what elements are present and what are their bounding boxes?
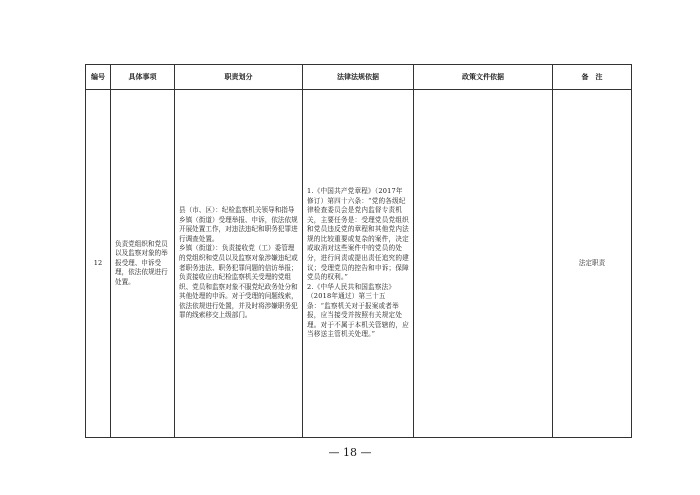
header-number: 编号 bbox=[86, 65, 111, 90]
cell-policy-basis bbox=[414, 90, 553, 438]
cell-law-basis bbox=[303, 90, 414, 438]
cell-duty bbox=[175, 90, 303, 438]
law-party-constitution: 1.《中国共产党章程》（2017年修订）第四十六条：“党的各级纪律检查委员会是党内监督专责机关，主要任务是：受理党员党组织和党员违反党的章程和其他党内法规的比较重要或复杂的案件，决定或取消对这些案件中的党员的处分，进行问责或提出责任追究的建议；受理党员的控告和申诉；保障党员的权利。” bbox=[307, 187, 409, 282]
header-law-basis: 法律法规依据 bbox=[303, 65, 414, 90]
table-header-row bbox=[86, 65, 632, 90]
responsibility-table bbox=[85, 64, 631, 438]
duty-township: 乡镇（街道）：负责接收党（工）委管理的党组织和党员以及监察对象涉嫌违纪或者职务违法、职务犯罪问题的信访举报；负责接收应由纪检监察机关受理的党组织、党员和监察对象不服党纪政务处分和其他处理的申诉。对于受理的问题线索，依法依规进行处置，并及时将涉嫌职务犯罪的线索移交上级部门。 bbox=[179, 244, 298, 320]
cell-item bbox=[111, 90, 175, 438]
header-policy-basis: 政策文件依据 bbox=[414, 65, 553, 90]
header-item: 具体事项 bbox=[111, 65, 175, 90]
header-duty: 职责划分 bbox=[175, 65, 303, 90]
header-note: 备 注 bbox=[553, 65, 632, 90]
cell-note: 法定职责 bbox=[553, 90, 632, 438]
page-number: — 18 — bbox=[328, 446, 372, 459]
cell-number: 12 bbox=[86, 90, 111, 438]
law-supervision-law: 2.《中华人民共和国监察法》（2018年通过）第三十五条：“监察机关对于报案或者举报，应当接受并按照有关规定处理。对于不属于本机关管辖的，应当移送主管机关处理。” bbox=[307, 282, 409, 339]
table-row bbox=[86, 90, 632, 438]
duty-county: 县（市、区）：纪检监察机关领导和指导乡镇（街道）受理举报、申诉，依法依规开展处置工作，对违法违纪和职务犯罪进行调查处置。 bbox=[179, 206, 298, 243]
item-text: 负责党组织和党员以及监察对象的举报受理、申诉受理，依法依规进行处置。 bbox=[115, 239, 168, 286]
